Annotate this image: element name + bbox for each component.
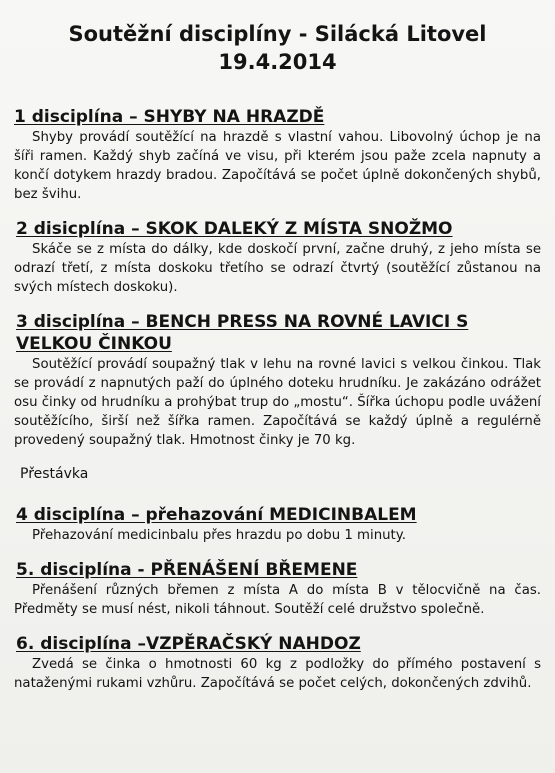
discipline-text-5: Přenášení různých břemen z místa A do místa B v tělocvičně na čas. Předměty se musí nést, nikoli táhnout. Soutěží celé družstvo společně. bbox=[14, 583, 541, 617]
discipline-section-1 bbox=[14, 106, 541, 204]
discipline-section-2 bbox=[14, 218, 541, 297]
discipline-section-6 bbox=[14, 633, 541, 693]
discipline-text-4: Přehazování medicinbalu přes hrazdu po dobu 1 minuty. bbox=[32, 528, 406, 543]
discipline-text-1: Shyby provádí soutěžící na hrazdě s vlastní vahou. Libovolný úchop je na šíři ramen. Každý shyb začíná ve visu, při kterém jsou paže zcela napnuty a končí dotykem hrazdy bradou. Započítává se počet úplně dokončených shybů, bez švihu. bbox=[14, 130, 541, 202]
discipline-heading-5: 5. disciplína - PŘENÁŠENÍ BŘEMENE bbox=[16, 560, 358, 580]
document-title: Soutěžní disciplíny - Silácká Litovel bbox=[68, 22, 487, 46]
document-date: 19.4.2014 bbox=[218, 50, 337, 74]
discipline-text-2: Skáče se z místa do dálky, kde doskočí první, začne druhý, z jeho místa se odrazí třetí, z místa doskoku třetího se odrazí čtvrtý (soutěžící zůstanou na svých místech doskoku). bbox=[14, 242, 541, 295]
discipline-section-5 bbox=[14, 559, 541, 619]
discipline-text-6: Zvedá se činka o hmotnosti 60 kg z podložky do přímého postavení s nataženými rukami vzhůru. Započítává se počet celých, dokončených zdvihů. bbox=[14, 657, 541, 691]
discipline-heading-1: 1 disciplína – SHYBY NA HRAZDĚ bbox=[14, 107, 325, 127]
discipline-text-3: Soutěžící provádí soupažný tlak v lehu na rovné lavici s velkou činkou. Tlak se provádí z napnutých paží do úplného doteku hrudníku. Je zakázáno odrážet osu činky od hrudníku a prohýbat trup do „mostu“. Šířka úchopu podle uvážení soutěžícího, širší než šířka ramen. Započítává se každý úplně a regulérně provedený soupažný tlak. Hmotnost činky je 70 kg. bbox=[14, 357, 541, 448]
discipline-heading-2: 2 disicplína – SKOK DALEKÝ Z MÍSTA SNOŽMO bbox=[16, 219, 453, 239]
discipline-heading-4: 4 disciplína – přehazování MEDICINBALEM bbox=[16, 505, 417, 525]
break-label: Přestávka bbox=[20, 466, 89, 482]
discipline-section-4 bbox=[14, 504, 541, 545]
discipline-section-3 bbox=[14, 311, 541, 450]
discipline-heading-3: 3 disciplína – BENCH PRESS NA ROVNÉ LAVICI S VELKOU ČINKOU bbox=[16, 312, 469, 354]
discipline-heading-6: 6. disciplína –VZPĚRAČSKÝ NAHDOZ bbox=[16, 634, 361, 654]
